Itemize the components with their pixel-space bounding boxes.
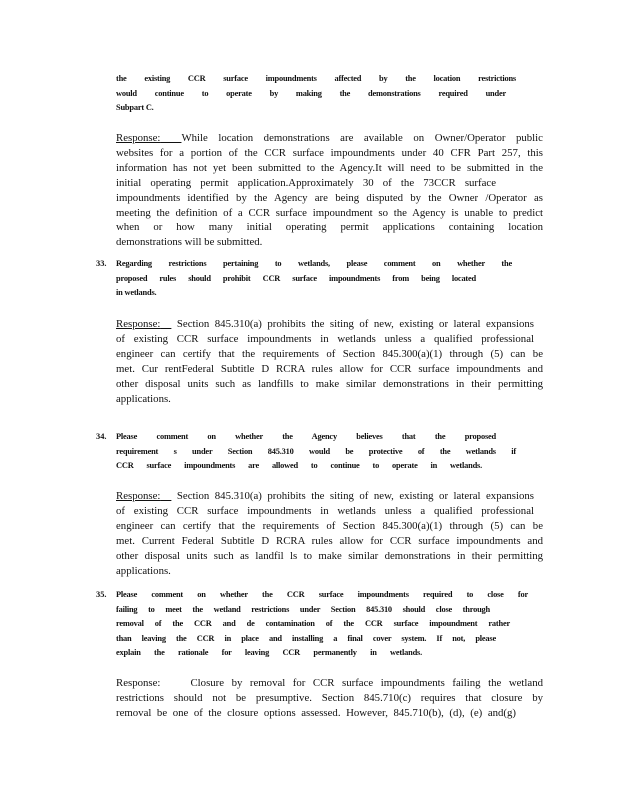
text-line: than leaving the CCR in place and installing a final cover system. If not, please xyxy=(116,633,496,643)
text-line: when or how many initial operating permit applications containing location xyxy=(116,221,543,234)
text-line: engineer can certify that the requirements of Section 845.300(a)(1) through (5) can be xyxy=(116,347,543,360)
text-line: the existing CCR surface impoundments affected by the location restrictions xyxy=(116,74,516,83)
text-line: removal be one of the closure options assessed. However, 845.710(b), (d), (e) and(g) xyxy=(116,706,516,719)
text-line: Response: Section 845.310(a) prohibits the siting of new, existing or lateral expansions xyxy=(116,318,534,330)
text-line: removal of the CCR and de contamination of the CCR surface impoundment rather xyxy=(116,619,510,628)
text-line: Response: Closure by removal for CCR surface impoundments failing the wetland xyxy=(116,677,543,689)
text-line: engineer can certify that the requirements of Section 845.300(a)(1) through (5) can be xyxy=(116,519,543,532)
text-line: demonstrations will be submitted. xyxy=(116,236,263,249)
text-line: failing to meet the wetland restrictions under Section 845.310 should close through xyxy=(116,604,490,614)
text-line: Regarding restrictions pertaining to wetlands, please comment on whether the xyxy=(116,259,512,268)
text-line: Response: While location demonstrations are available on Owner/Operator public xyxy=(116,132,543,144)
question-32-continuation xyxy=(116,72,516,116)
response-label: Response: xyxy=(116,318,161,330)
text-line: initial operating permit application.Approximately 30 of the 73CCR surface xyxy=(116,176,496,189)
text-line: in wetlands. xyxy=(116,288,157,297)
text-line: Please comment on whether the Agency believes that the proposed xyxy=(116,432,496,441)
text-line: websites for a portion of the CCR surface impoundments under 40 CFR Part 257, this xyxy=(116,146,543,159)
response-label: Response: xyxy=(116,132,161,144)
text-line: Subpart C. xyxy=(116,103,154,112)
question-number: 34. xyxy=(96,432,107,441)
text-line: Response: Section 845.310(a) prohibits the siting of new, existing or lateral expansions xyxy=(116,490,534,502)
text-line: meeting the definition of a CCR surface impoundment so the Agency is unable to predict xyxy=(116,206,543,219)
text-line: other disposal units such as landfil ls to make similar demonstrations in their permitting xyxy=(116,549,543,562)
text-line: met. Current Federal Subtitle D RCRA rules allow for CCR surface impoundments and xyxy=(116,534,543,547)
question-33 xyxy=(116,257,512,301)
text-line: of existing CCR surface impoundments in wetlands unless a qualified professional xyxy=(116,332,534,345)
text-line: applications. xyxy=(116,392,171,405)
question-35 xyxy=(116,588,528,661)
text-line: CCR surface impoundments are allowed to continue to operate in wetlands. xyxy=(116,461,482,470)
question-number: 33. xyxy=(96,259,107,268)
text-line: impoundments identified by the Agency are being disputed by the Owner /Operator as xyxy=(116,191,543,204)
response-33 xyxy=(116,317,543,406)
text-line: applications. xyxy=(116,564,171,577)
text-line: explain the rationale for leaving CCR permanently in wetlands. xyxy=(116,648,422,657)
question-34 xyxy=(116,430,516,474)
text-line: restrictions should not be presumptive. Section 845.710(c) requires that closure by xyxy=(116,691,543,704)
text-line: proposed rules should prohibit CCR surface impoundments from being located xyxy=(116,273,476,283)
response-32 xyxy=(116,131,543,250)
text-line: would continue to operate by making the demonstrations required under xyxy=(116,88,506,98)
text-line: information has not yet been submitted to the Agency.It will need to be submitted in the xyxy=(116,161,543,174)
text-line: met. Cur rentFederal Subtitle D RCRA rules allow for CCR surface impoundments and xyxy=(116,362,543,375)
response-35 xyxy=(116,676,543,721)
question-number: 35. xyxy=(96,590,107,599)
text-line: requirement s under Section 845.310 would be protective of the wetlands if xyxy=(116,446,516,456)
text-line: Please comment on whether the CCR surface impoundments required to close for xyxy=(116,590,528,599)
text-line: of existing CCR surface impoundments in wetlands unless a qualified professional xyxy=(116,504,534,517)
text-line: other disposal units such as landfills to make similar demonstrations in their permitting xyxy=(116,377,543,390)
response-34 xyxy=(116,489,543,578)
response-label: Response: xyxy=(116,490,161,502)
response-label: Response: xyxy=(116,677,161,689)
